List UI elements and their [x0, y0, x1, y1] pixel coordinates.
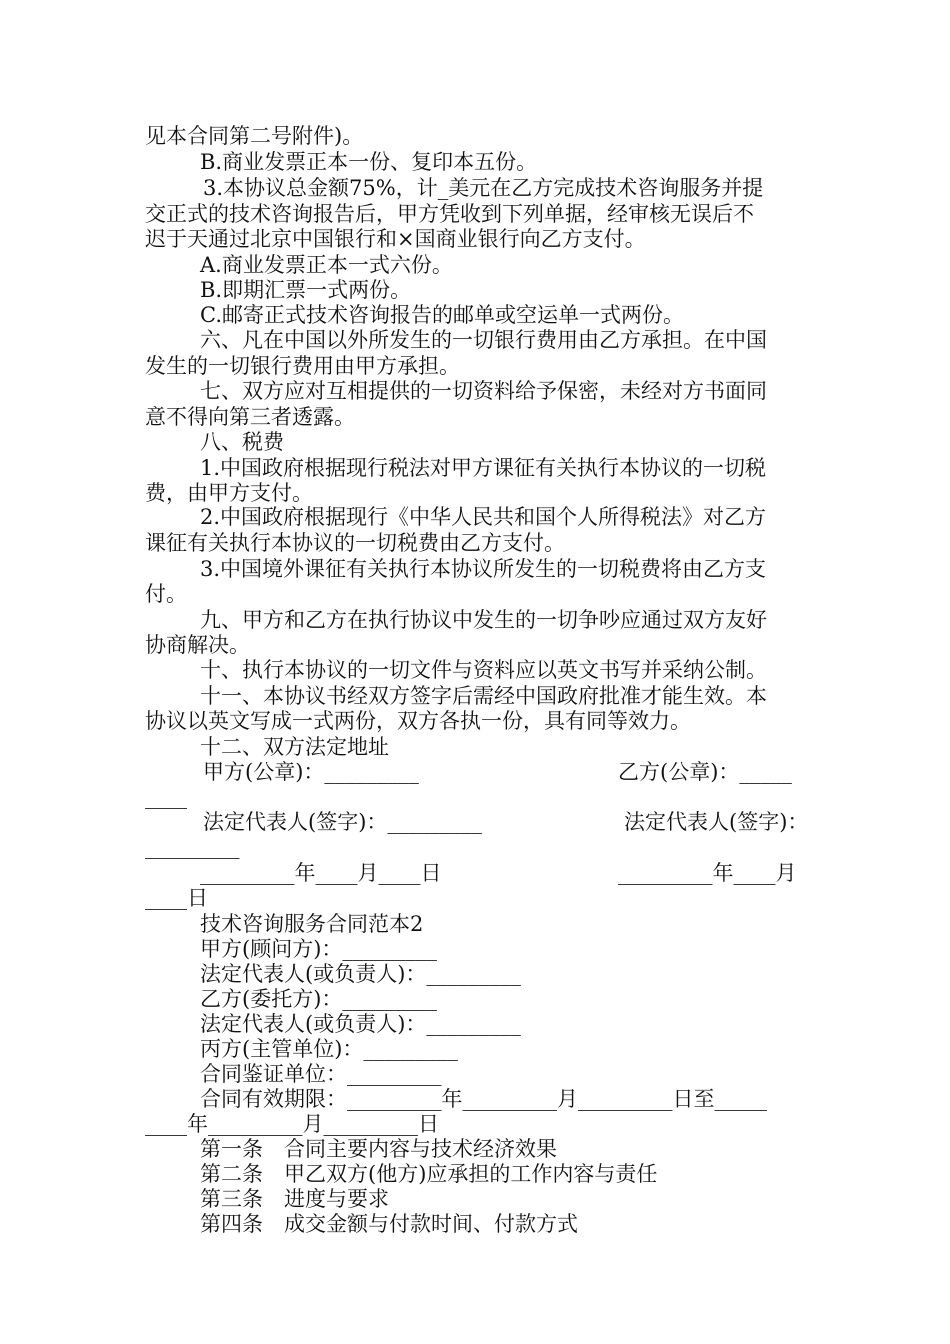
text-line: 第三条 进度与要求 [200, 1187, 389, 1211]
party-a-representative-field: 法定代表人(签字)：_________ [203, 810, 482, 834]
text-line: ____ [145, 785, 187, 809]
text-line: 法定代表人(或负责人)：_________ [200, 962, 521, 986]
text-line: 六、凡在中国以外所发生的一切银行费用由乙方承担。在中国 [200, 328, 767, 352]
text-line: 十二、双方法定地址 [200, 735, 389, 759]
text-line: B.即期汇票一式两份。 [200, 278, 412, 302]
text-line: 3.本协议总金额75%，计_美元在乙方完成技术咨询服务并提 [203, 176, 764, 200]
text-line: 丙方(主管单位)：_________ [200, 1037, 458, 1061]
party-a-date-field: _________年____月____日 [200, 861, 442, 885]
text-line: 第二条 甲乙双方(他方)应承担的工作内容与责任 [200, 1162, 658, 1186]
text-line: 十、执行本协议的一切文件与资料应以英文书写并采纳公制。 [200, 658, 767, 682]
text-line: 见本合同第二号附件)。 [145, 124, 364, 148]
text-line: 费，由甲方支付。 [145, 481, 313, 505]
text-line: A.商业发票正本一式六份。 [200, 253, 453, 277]
party-b-date-field: _________年____月 [618, 861, 797, 885]
text-line: B.商业发票正本一份、复印本五份。 [200, 150, 538, 174]
text-line: 交正式的技术咨询报告后，甲方凭收到下列单据，经审核无误后不 [145, 202, 754, 226]
text-line: 意不得向第三者透露。 [145, 405, 355, 429]
text-line: 迟于天通过北京中国银行和×国商业银行向乙方支付。 [145, 227, 646, 251]
text-line: 2.中国政府根据现行《中华人民共和国个人所得税法》对乙方 [200, 505, 767, 529]
text-line: 乙方(委托方)：_________ [200, 987, 437, 1011]
text-line: _________ [145, 835, 240, 859]
text-line: 合同鉴证单位：_________ [200, 1062, 442, 1086]
party-b-seal-field: 乙方(公章)：_____ [618, 760, 792, 784]
text-line: 甲方(顾问方)：_________ [200, 937, 437, 961]
text-line: 合同有效期限：_________年_________月_________日至_____ [200, 1087, 767, 1111]
text-line: 第四条 成交金额与付款时间、付款方式 [200, 1212, 578, 1236]
text-line: 八、税费 [200, 430, 284, 454]
text-line: 协议以英文写成一式两份，双方各执一份，具有同等效力。 [145, 709, 691, 733]
text-line: 发生的一切银行费用由甲方承担。 [145, 354, 460, 378]
party-a-seal-field: 甲方(公章)：_________ [203, 760, 419, 784]
text-line: 1.中国政府根据现行税法对甲方课征有关执行本协议的一切税 [200, 456, 767, 480]
text-line: 课征有关执行本协议的一切税费由乙方支付。 [145, 531, 565, 555]
text-line: C.邮寄正式技术咨询报告的邮单或空运单一式两份。 [200, 303, 684, 327]
text-line: 七、双方应对互相提供的一切资料给予保密，未经对方书面同 [200, 379, 767, 403]
text-line: 第一条 合同主要内容与技术经济效果 [200, 1137, 557, 1161]
text-line: ____年_________月_________日 [145, 1112, 439, 1136]
text-line: 十一、本协议书经双方签字后需经中国政府批准才能生效。本 [200, 684, 767, 708]
section-title: 技术咨询服务合同范本2 [200, 912, 424, 936]
text-line: 协商解决。 [145, 633, 250, 657]
text-line: 3.中国境外课征有关执行本协议所发生的一切税费将由乙方支 [200, 557, 767, 581]
text-line: ____日 [145, 886, 208, 910]
party-b-representative-field: 法定代表人(签字)： [624, 810, 809, 834]
text-line: 法定代表人(或负责人)：_________ [200, 1012, 521, 1036]
text-line: 九、甲方和乙方在执行协议中发生的一切争吵应通过双方友好 [200, 608, 767, 632]
text-line: 付。 [145, 582, 187, 606]
